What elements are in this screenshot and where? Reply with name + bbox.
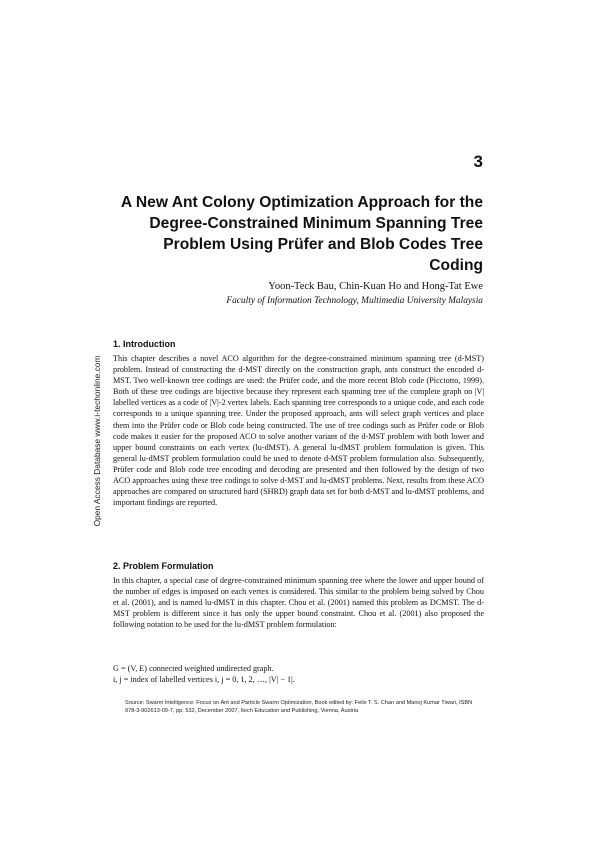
- side-banner: Open Access Database www.i-techonline.com: [92, 355, 102, 527]
- notation-item: G = (V, E) connected weighted undirected graph.: [113, 664, 274, 673]
- notation-list: [113, 663, 484, 685]
- section-text-introduction: This chapter describes a novel ACO algorithm for the degree-constrained minimum spanning tree (d-MST) problem. Instead of constructing the d-MST directly on the construction graph, ants construct the encoded d-MST. Two well-known tree codings are used: the Prüfer code, and the more recent Blob code (Picciotto, 1999). Both of these tree codings are bijective because they represent each spanning tree of the complete graph on |V| labelled vertices as a code of |V|-2 vertex labels. Each spanning tree corresponds to a unique code, and each code corresponds to a unique spanning tree. Under the proposed approach, ants will select graph vertices and place them into the Prüfer code or Blob code being constructed. The use of tree codings such as Prüfer code or Blob code makes it easier for the proposed ACO to solve another variant of the d-MST problem with both lower and upper bound constraints on each vertex (lu-dMST). A general lu-dMST problem formulation is given. This general lu-dMST problem formulation could be used to denote d-MST problem formulation also. Subsequently, Prüfer code and Blob code tree encoding and decoding are presented and then followed by the design of two ACO approaches using these tree codings to solve d-MST and lu-dMST problems. Next, results from these ACO approaches are compared on structured hard (SHRD) graph data set for both d-MST and lu-dMST problems, and important findings are reported.: [113, 354, 484, 508]
- source-note: Source: Swarm Intelligence: Focus on Ant and Particle Swarm Optimization, Book edited by: Felix T. S. Chan and Manoj Kumar Tiwari, ISBN 978-3-902613-09-7, pp. 532, December 2007, Itech Education and Publishing, Vienna, Austria: [125, 700, 473, 715]
- section-heading-introduction: 1. Introduction: [113, 339, 176, 349]
- chapter-title: A New Ant Colony Optimization Approach for the Degree-Constrained Minimum Spanning Tree Problem Using Prüfer and Blob Codes Tree Coding: [120, 194, 483, 274]
- affiliation: Faculty of Information Technology, Multimedia University Malaysia: [226, 296, 483, 306]
- section-heading-problem-formulation: 2. Problem Formulation: [113, 561, 214, 571]
- section-text-problem-formulation: In this chapter, a special case of degree-constrained minimum spanning tree where the lower and upper bound of the number of edges is imposed on each vertex is considered. This similar to the problem being solved by Chou et al. (2001), and is named lu-dMST in this chapter. Chou et al. (2001) named this problem as DCMST. The d-MST problem is different since it has only the upper bound constraint. Chou et al. (2001) also proposed the following notation to be used for the lu-dMST problem formulation:: [113, 576, 484, 630]
- chapter-number: 3: [473, 152, 483, 171]
- notation-item: i, j = index of labelled vertices i, j = 0, 1, 2, …, |V| − 1|.: [113, 675, 295, 685]
- authors: Yoon-Teck Bau, Chin-Kuan Ho and Hong-Tat Ewe: [268, 281, 483, 292]
